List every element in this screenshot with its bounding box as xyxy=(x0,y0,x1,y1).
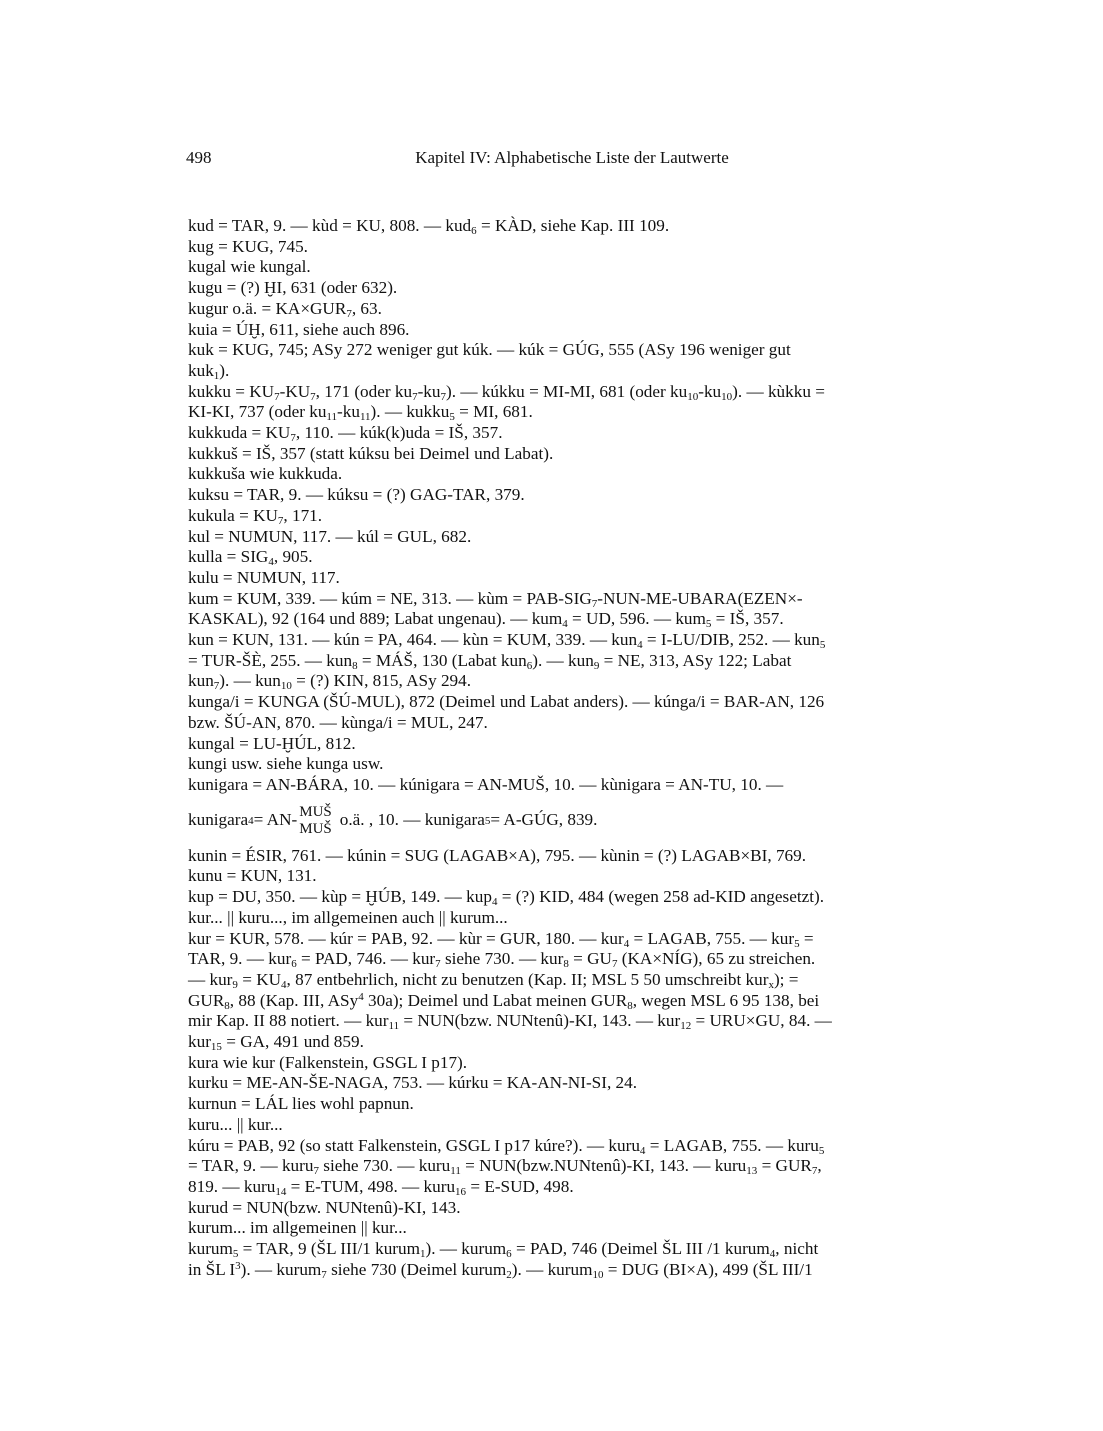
entry-line: kurum... im allgemeinen || kur... xyxy=(188,1218,407,1238)
entry-line: kuk = KUG, 745; ASy 272 weniger gut kúk. — kúk = GÚG, 555 (ASy 196 weniger gut xyxy=(188,340,791,360)
entry-line: kulla = $SIG_4$, 905. xyxy=(188,547,313,569)
entry-line: kungi usw. siehe kunga usw. xyxy=(188,754,384,774)
entry-line: = TAR, 9. — kuru$_7$ siehe 730. — kuru$_{11}$ = NUN(bzw.NUNtenû)-KI, 143. — kuru$_{13}$ = $GUR_7$, xyxy=(188,1156,822,1178)
entry-line: kunin = ÉSIR, 761. — kúnin = SUG (LAGAB×A), 795. — kùnin = (?) LAGAB×BI, 769. xyxy=(188,845,807,865)
entry-list xyxy=(188,216,923,1280)
entry-line: kug = KUG, 745. xyxy=(188,236,308,256)
entry-line: 819. — kuru$_{14}$ = E-TUM, 498. — kuru$_{16}$ = E-SUD, 498. xyxy=(188,1176,574,1198)
entry-line: bzw. ŠÚ-AN, 870. — kùnga/i = MUL, 247. xyxy=(188,712,488,732)
page-header xyxy=(186,148,922,174)
entry-line: kukkuda = $KU_7$, 110. — kúk(k)uda = IŠ, 357. xyxy=(188,423,503,445)
entry-line: kunu = KUN, 131. xyxy=(188,866,317,886)
entry-line: $GUR_8$, 88 (Kap. III, ASy$^4$ 30a); Deimel und Labat meinen $GUR_8$, wegen MSL 6 95 138, bei xyxy=(188,990,820,1012)
entry-line: kur... || kuru..., im allgemeinen auch || kurum... xyxy=(188,907,508,927)
entry-line: kugal wie kungal. xyxy=(188,257,311,277)
entry-line: kúru = PAB, 92 (so statt Falkenstein, GSGL I p17 kúre?). — kuru$_4$ = LAGAB, 755. — kuru$_5$ xyxy=(188,1135,825,1157)
entry-line: kurum$_5$ = TAR, 9 (ŠL III/1 kurum$_1$). — kurum$_6$ = PAD, 746 (Deimel ŠL III /1 kurum$_4$, nicht xyxy=(188,1239,819,1261)
entry-line: KI-KI, 737 (oder $ku_{11}-ku_{11}$). — kukku$_5$ = MI, 681. xyxy=(188,402,533,424)
entry-line: kurnun = LÁL lies wohl papnun. xyxy=(188,1094,414,1114)
entry-line: TAR, 9. — kur$_6$ = PAD, 746. — kur$_7$ siehe 730. — $kur_8 = GU_7$ (KA×NÍG), 65 zu streichen. xyxy=(188,949,816,971)
entry-line: kunigara = AN-BÁRA, 10. — kúnigara = AN-MUŠ, 10. — kùnigara = AN-TU, 10. — xyxy=(188,774,784,794)
entry-line: kum = KUM, 339. — kúm = NE, 313. — kùm = PAB-$SIG_7-NUN-ME-UBARA(EZEN\times-$ xyxy=(188,588,803,610)
entry-line: kun$_7$). — kun$_{10}$ = (?) KIN, 815, ASy 294. xyxy=(188,671,472,693)
entry-line: kur$_{15}$ = GA, 491 und 859. xyxy=(188,1032,364,1054)
entry-line: kugur o.ä. = $KA\times GUR_7$, 63. xyxy=(188,298,382,320)
entry-line: kup = DU, 350. — kùp = ḪÚB, 149. — kup$_4$ = (?) KID, 484 (wegen 258 ad-KID angesetzt). xyxy=(188,887,825,909)
entry-line: mir Kap. II 88 notiert. — kur$_{11}$ = NUN(bzw. NUNtenû)-KI, 143. — kur$_{12}$ = URU×GU, 84. — xyxy=(188,1011,832,1033)
entry-line: kud = TAR, 9. — kùd = KU, 808. — kud$_6$ = KÀD, siehe Kap. III 109. xyxy=(188,216,670,237)
entry-line: kukkuš = IŠ, 357 (statt kúksu bei Deimel und Labat). xyxy=(188,443,554,463)
entry-line: kuru... || kur... xyxy=(188,1114,283,1134)
entry-line: kungal = LU-ḪÚL, 812. xyxy=(188,733,356,753)
chapter-title: Kapitel IV: Alphabetische Liste der Lautwerte xyxy=(415,148,729,167)
page-number: 498 xyxy=(186,148,212,167)
entry-line: kulu = NUMUN, 117. xyxy=(188,567,340,587)
entry-line: = TUR-ŠÈ, 255. — kun$_8$ = MÁŠ, 130 (Labat kun$_6$). — kun$_9$ = NE, 313, ASy 122; Labat xyxy=(188,650,792,672)
entry-line: in ŠL $I^3$). — kurum$_7$ siehe 730 (Deimel kurum$_2$). — kurum$_{10}$ = DUG (BI×A), 499 (ŠL III/1 xyxy=(188,1259,813,1281)
entry-line: kun = KUN, 131. — kún = PA, 464. — kùn = KUM, 339. — kun$_4$ = I-LU/DIB, 252. — kun$_5$ xyxy=(188,630,826,652)
entry-line: kuia = ÚḪ, 611, siehe auch 896. xyxy=(188,319,410,339)
entry-line: KASKAL), 92 (164 und 889; Labat ungenau). — kum$_4$ = UD, 596. — kum$_5$ = IŠ, 357. xyxy=(188,609,784,631)
entry-line: kurku = ME-AN-ŠE-NAGA, 753. — kúrku = KA-AN-NI-SI, 24. xyxy=(188,1073,638,1093)
entry-line: kul = NUMUN, 117. — kúl = GUL, 682. xyxy=(188,526,472,546)
entry-line: kura wie kur (Falkenstein, GSGL I p17). xyxy=(188,1052,468,1072)
entry-line: kur = KUR, 578. — kúr = PAB, 92. — kùr = GUR, 180. — kur$_4$ = LAGAB, 755. — kur$_5$ = xyxy=(188,928,814,950)
entry-line: — $kur_9 = KU_4$, 87 entbehrlich, nicht zu benutzen (Kap. II; MSL 5 50 umschreibt kur$_x$); = xyxy=(188,969,799,991)
entry-line: kukkuša wie kukkuda. xyxy=(188,464,343,484)
entry-line: kugu = (?) ḪI, 631 (oder 632). xyxy=(188,278,398,298)
entry-line: kurud = NUN(bzw. NUNtenû)-KI, 143. xyxy=(188,1197,461,1217)
entry-line: kukula = $KU_7$, 171. xyxy=(188,505,323,527)
entry-line: kunga/i = KUNGA (ŠÚ-MUL), 872 (Deimel und Labat anders). — kúnga/i = BAR-AN, 126 xyxy=(188,692,825,712)
entry-line: kukku = $KU_7-KU_7$, 171 (oder $ku_7-ku_7$). — kúkku = MI-MI, 681 (oder $ku_{10}-ku_{10}$). — kùkku = xyxy=(188,381,825,403)
entry-line: kuk$_1$). xyxy=(188,360,230,382)
entry-line: kunigara 4 = AN- MUŠ MUŠ o.ä. , 10. — kunigara 5 = A-GÚG, 839. xyxy=(188,803,598,837)
entry-line: kuksu = TAR, 9. — kúksu = (?) GAG-TAR, 379. xyxy=(188,485,525,505)
